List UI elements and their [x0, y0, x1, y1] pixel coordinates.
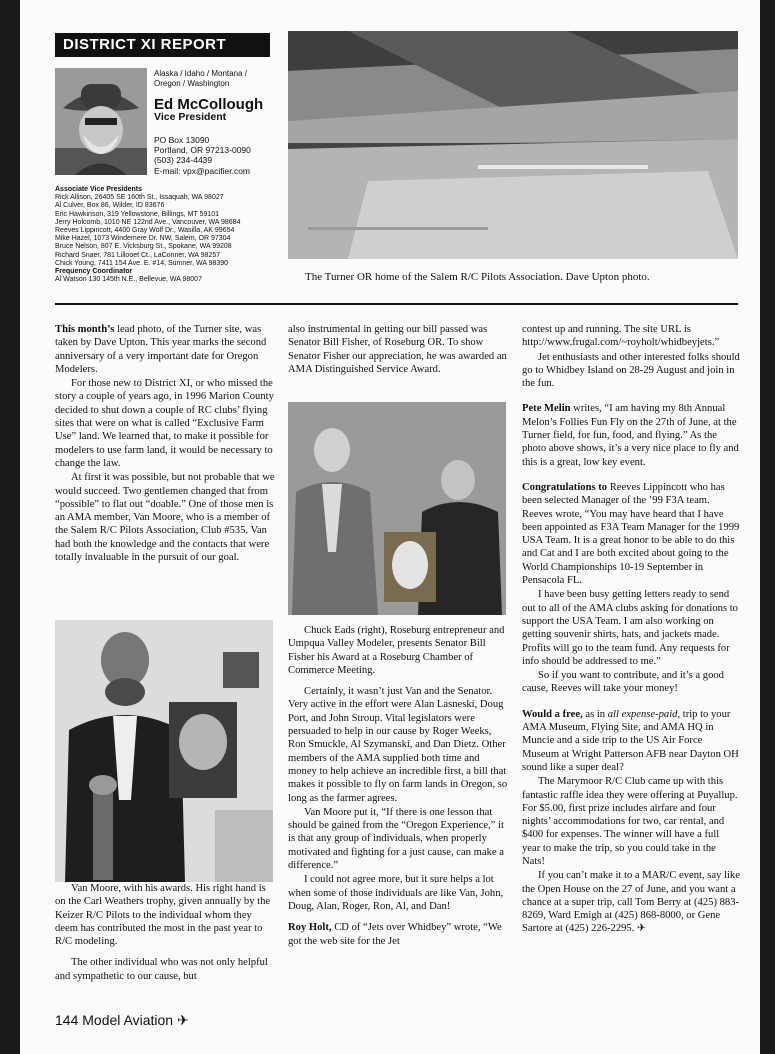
- paragraph: If you can’t make it to a MAR/C event, say like the Open House on the 27 of June, and you want a chance at a super trip, call Tom Berry at (425) 883-8269, Ward Emigh at (425) 868-8000, or Gene Sartore at (425) 226-2295. ✈: [522, 870, 740, 935]
- award-presentation-photo: [288, 402, 506, 615]
- paragraph: The other individual who was not only helpful and sympathetic to our cause, but: [55, 957, 268, 982]
- lead-in: This month’s: [55, 324, 115, 335]
- lead-in: Congratulations to: [522, 481, 608, 493]
- associate-item: Mike Hazel, 1073 Windemere Dr. NW, Salem, OR 97304: [55, 235, 231, 243]
- vp-email: E-mail: vpx@pacifier.com: [154, 166, 251, 176]
- paragraph: The Marymoor R/C Club came up with this fantastic raffle idea they were offering at Puyallup. For $5.00, first prize includes airfare and four nights’ accommodations for two, car rental, and $400 for expenses. The winner will have a full year to make the trip, so you could take in the Nats!: [522, 776, 738, 867]
- associate-vp-list: [55, 186, 280, 284]
- paragraph: writes, “I am having my 8th Annual Melon’s Follies Fun Fly on the 27th of June, at the Turner field, for fun, food, and flying.” As the photo above shows, it’s a very nice place to fly and this is a great, low key event.: [522, 403, 739, 468]
- frequency-item: Al Watson 130 145th N.E., Bellevue, WA 98007: [55, 276, 202, 284]
- associate-item: Al Culver, Box 86, Wilder, ID 83676: [55, 202, 165, 210]
- states-list: Alaska / Idaho / Montana / Oregon / Washington: [154, 69, 247, 88]
- paragraph: also instrumental in getting our bill passed was Senator Bill Fisher, of Roseburg OR. To show Senator Fisher our appreciation, he was awarded an AMA Distinguished Service Award.: [288, 324, 507, 375]
- section-divider: [55, 303, 738, 305]
- associate-item: Richard Snaer, 781 Lillooet Ct., LaConner, WA 98257: [55, 251, 221, 259]
- top-photo-caption: The Turner OR home of the Salem R/C Pilots Association. Dave Upton photo.: [305, 271, 650, 283]
- vp-portrait-photo: [55, 68, 147, 175]
- flying-field-aerial-photo: [288, 31, 738, 259]
- paragraph: Reeves Lippincott who has been selected Manager of the ’99 F3A team. Reeves wrote, “You may have heard that I have been appointed as F3A Team Manager for the 1999 USA Team. It is a great honor to be able to do this and Cat and I are both excited about going to the World Championships 10-19 September in Pensacola FL.: [522, 481, 740, 587]
- column-1: [55, 323, 277, 565]
- vp-address: [154, 135, 274, 165]
- vp-name: Ed McCollough: [154, 96, 264, 113]
- page-number: 144: [55, 1012, 79, 1028]
- associate-item: Rick Allison, 26405 SE 160th St., Issaquah, WA 98027: [55, 194, 224, 202]
- airplane-icon: ✈: [176, 1012, 189, 1028]
- phone-number: (503) 234-4439: [154, 155, 213, 165]
- associate-item: Reeves Lippincott, 4400 Gray Wolf Dr., Wasilla, AK 99654: [55, 227, 235, 235]
- paragraph: I could not agree more, but it sure helps a lot when some of those individuals are like Van, John, Doug, Alan, Roger, Ron, Al, and Dan!: [288, 874, 504, 912]
- district-banner: DISTRICT XI REPORT: [55, 33, 270, 57]
- associate-heading: Associate Vice Presidents: [55, 186, 143, 193]
- magazine-name: Model Aviation: [82, 1012, 174, 1028]
- paragraph: Jet enthusiasts and other interested folks should go to Whidbey Island on 28-29 August and join in the fun.: [522, 351, 740, 390]
- paragraph: contest up and running. The site URL is http://www.frugal.com/~royholt/whidbeyjets.”: [522, 324, 720, 349]
- paragraph: as in: [582, 708, 608, 720]
- photo-caption: Van Moore, with his awards. His right hand is on the Carl Weathers trophy, given annually by the Keizer R/C Pilots to the individual whom they deem has contributed the most in the past year to R/C modeling.: [55, 883, 271, 948]
- address-line: Portland, OR 97213-0090: [154, 145, 251, 155]
- associate-item: Eric Hawkinson, 319 Yellowstone, Billings, MT 59101: [55, 210, 220, 218]
- emphasis: all expense-paid,: [607, 708, 681, 720]
- column-3: [522, 323, 740, 937]
- address-line: PO Box 13090: [154, 135, 210, 145]
- paragraph: For those new to District XI, or who missed the story a couple of years ago, in 1996 Marion County decided to shut down a couple of RC clubs’ flying sites that were on what is called “Exclusive Farm Use” land. We learned that, to make it possible for modelers to use farm land, it would be necessary to change the law.: [55, 378, 274, 469]
- lead-in: Roy Holt,: [288, 922, 332, 934]
- associate-item: Chick Young, 7411 154 Ave. E. #14, Sumner, WA 98390: [55, 259, 229, 267]
- paragraph: trip to your AMA Museum, Flying Site, and AMA HQ in Muncie and a side trip to the US Air Force Museum at Wright Patterson AFB near Dayton OH sound like a super deal?: [522, 708, 739, 773]
- column-2: [288, 323, 508, 377]
- paragraph: I have been busy getting letters ready to send out to all of the AMA clubs asking for donations to support the USA Team. I am also working on getting souvenir shirts, hats, and jackets made. Profits will go to the team fund. Any requests for info should be addressed to me.”: [522, 589, 738, 667]
- paragraph: So if you want to contribute, and it’s a good cause, Reeves will take your money!: [522, 670, 724, 695]
- lead-in: Pete Melin: [522, 403, 571, 415]
- frequency-heading: Frequency Coordinator: [55, 268, 133, 276]
- column-2-continued: [288, 624, 508, 949]
- photo-caption: Chuck Eads (right), Roseburg entrepreneur and Umpqua Valley Modeler, presents Senator Bill Fisher his Award at a Roseburg Chamber of Commerce Meeting.: [288, 625, 505, 676]
- paragraph: lead photo, of the Turner site, was taken by Dave Upton. This year marks the second anniversary of a very important date for Oregon Modelers.: [55, 324, 267, 375]
- paragraph: CD of “Jets over Whidbey” wrote, “We got the web site for the Jet: [288, 922, 502, 947]
- lead-in: Would a free,: [522, 708, 583, 720]
- associate-item: Bruce Nelson, 807 E. Vicksburg St., Spokane, WA 99208: [55, 243, 232, 251]
- paragraph: Certainly, it wasn’t just Van and the Senator. Very active in the effort were Alan Lasneski, Doug Port, and John Stroup. Vital legislators were persuaded to help in our cause by Roger Weeks, Ron Smuckle, Al Szymanski, and Dan Dietz. Other members of the AMA supplied both time and money to help achieve an incredible first, a bill that makes it possible to fly on farm lands in Oregon, so long as the farmer agrees.: [288, 686, 508, 804]
- paragraph: Van Moore put it, “If there is one lesson that should be gained from the “Oregon Experience,” it is that any group of individuals, when properly motivated and fighting for a just cause, can make a difference.”: [288, 806, 504, 872]
- page-footer: [55, 1012, 189, 1029]
- vp-title: Vice President: [154, 111, 227, 123]
- van-moore-photo: [55, 620, 273, 882]
- column-1-continued: [55, 882, 277, 984]
- associate-item: Jerry Holcomb, 1010 NE 122nd Ave., Vancouver, WA 98684: [55, 218, 241, 226]
- paragraph: At first it was possible, but not probable that we would succeed. Two gentlemen changed that from “possible” to flat out “doable.” One of those men is an AMA member, Van Moore, who is a member of the Salem R/C Pilots Association, Club #535. Van had both the knowledge and the contacts that were totally invaluable in the pursuit of our goal.: [55, 472, 275, 564]
